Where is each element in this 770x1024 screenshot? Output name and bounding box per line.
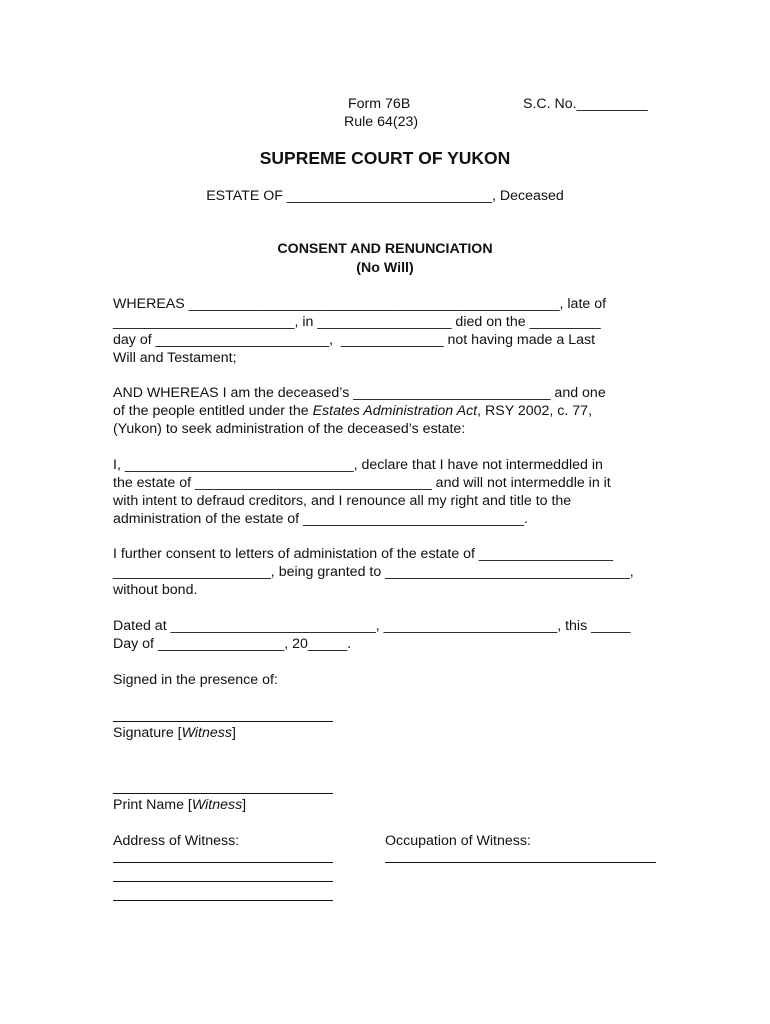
act-name: Estates Administration Act (312, 403, 478, 419)
occupation-line[interactable] (385, 862, 656, 863)
whereas-line-1[interactable]: WHEREAS _______________________________________________, late of (113, 296, 607, 312)
address-line-2[interactable] (113, 881, 333, 882)
rule-number: Rule 64(23) (344, 114, 419, 130)
sc-number-field[interactable]: S.C. No._________ (523, 96, 648, 112)
and-whereas-line-3: (Yukon) to seek administration of the deceased’s estate: (113, 421, 466, 437)
whereas-line-2[interactable]: _______________________, in _________________ died on the _________ (113, 314, 601, 330)
address-of-witness-label: Address of Witness: (113, 833, 240, 849)
declare-line-1[interactable]: I, _____________________________, declare that I have not intermeddled in (113, 457, 603, 473)
signed-in-presence-label: Signed in the presence of: (113, 672, 278, 688)
and-whereas-line-2: of the people entitled under the Estates Administration Act, RSY 2002, c. 77, (113, 403, 593, 419)
document-heading: CONSENT AND RENUNCIATION (277, 241, 493, 257)
estate-line[interactable]: ESTATE OF __________________________, Deceased (206, 188, 564, 204)
witness-print-name-line[interactable] (113, 793, 333, 794)
document-subheading: (No Will) (356, 260, 414, 276)
address-line-1[interactable] (113, 862, 333, 863)
whereas-line-3[interactable]: day of ______________________, _____________ not having made a Last (113, 332, 596, 348)
consent-line-3: without bond. (113, 582, 198, 598)
consent-line-1[interactable]: I further consent to letters of administation of the estate of _________________ (113, 546, 614, 562)
address-line-3[interactable] (113, 900, 333, 901)
and-whereas-line-1[interactable]: AND WHEREAS I am the deceased’s _________________________ and one (113, 385, 606, 401)
declare-line-3: with intent to defraud creditors, and I renounce all my right and title to the (113, 493, 572, 509)
declare-line-4[interactable]: administration of the estate of ____________________________. (113, 511, 528, 527)
dated-line-1[interactable]: Dated at __________________________, ______________________, this _____ (113, 618, 631, 634)
witness-print-name-label: Print Name [Witness] (113, 797, 247, 813)
witness-signature-line[interactable] (113, 721, 333, 722)
dated-line-2[interactable]: Day of ________________, 20_____. (113, 636, 352, 652)
form-number: Form 76B (348, 96, 411, 112)
court-title: SUPREME COURT OF YUKON (259, 148, 511, 168)
occupation-of-witness-label: Occupation of Witness: (385, 833, 531, 849)
whereas-line-4: Will and Testament; (113, 350, 237, 366)
witness-signature-label: Signature [Witness] (113, 725, 236, 741)
consent-line-2[interactable]: ____________________, being granted to _______________________________, (113, 564, 634, 580)
declare-line-2[interactable]: the estate of ______________________________ and will not intermeddle in it (113, 475, 611, 491)
